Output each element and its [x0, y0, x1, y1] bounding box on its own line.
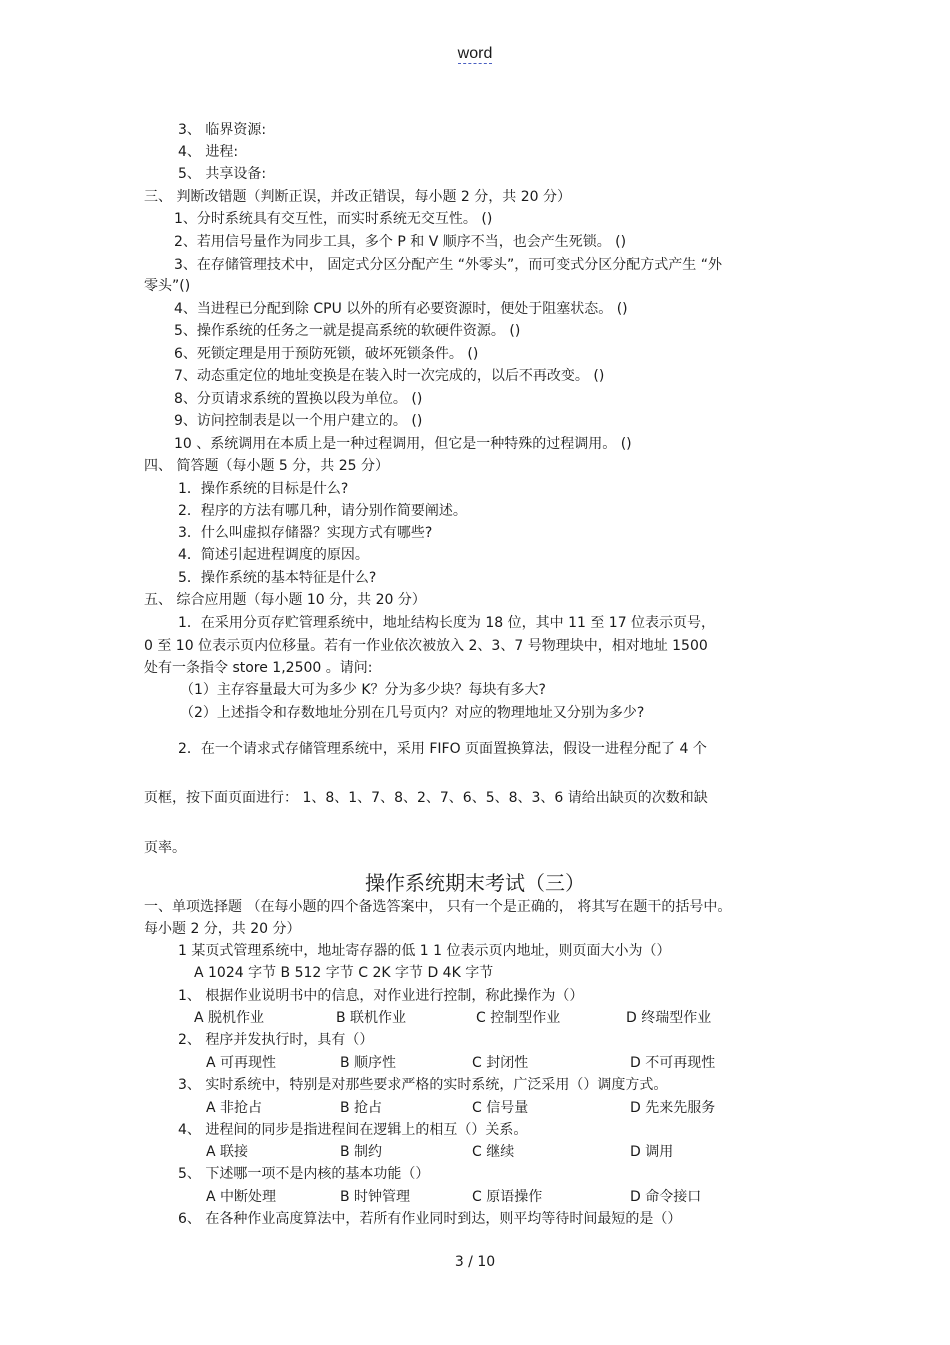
list-item: 4．简述引起进程调度的原因。	[178, 547, 369, 563]
list-item: 1、分时系统具有交互性，而实时系统无交互性。 ()	[174, 211, 493, 227]
question-stem: 4、 进程间的同步是指进程间在逻辑上的相互（）关系。	[178, 1122, 528, 1138]
option-d: D 终瑞型作业	[626, 1010, 712, 1026]
page-header	[0, 44, 950, 64]
question-line: 2．在一个请求式存储管理系统中，采用 FIFO 页面置换算法，假设一进程分配了 4 个	[178, 741, 707, 757]
option-c: C 控制型作业	[476, 1010, 561, 1026]
section-heading: 三、 判断改错题（判断正误，并改正错误，每小题 2 分，共 20 分）	[144, 189, 571, 205]
list-item: 7、动态重定位的地址变换是在装入时一次完成的，以后不再改变。 ()	[174, 368, 605, 384]
section-heading-continuation: 每小题 2 分，共 20 分）	[144, 921, 301, 937]
list-item: 3．什么叫虚拟存储器？实现方式有哪些?	[178, 525, 433, 541]
question-line: 页框，按下面页面进行： 1、8、1、7、8、2、7、6、5、8、3、6 请给出缺页的次数和缺	[144, 790, 708, 806]
section-heading: 五、 综合应用题（每小题 10 分，共 20 分）	[144, 592, 426, 608]
question-stem: 5、 下述哪一项不是内核的基本功能（）	[178, 1166, 430, 1182]
list-item: 5、 共享设备:	[178, 166, 267, 182]
option-b: B 制约	[340, 1144, 383, 1160]
question-stem: 2、 程序并发执行时，具有（）	[178, 1032, 374, 1048]
option-d: D 先来先服务	[630, 1100, 716, 1116]
option-d: D 调用	[630, 1144, 674, 1160]
option-b: B 顺序性	[340, 1055, 397, 1071]
question-line: 页率。	[144, 840, 186, 856]
question-stem: 3、 实时系统中，特别是对那些要求严格的实时系统，广泛采用（）调度方式。	[178, 1077, 668, 1093]
sub-question: （1）主存容量最大可为多少 K？分为多少块？每块有多大?	[180, 682, 546, 698]
header-text: word	[457, 45, 493, 62]
section-heading: 四、 简答题（每小题 5 分，共 25 分）	[144, 458, 389, 474]
option-c: C 继续	[472, 1144, 515, 1160]
list-item: 5．操作系统的基本特征是什么?	[178, 570, 377, 586]
exam-title: 操作系统期末考试（三）	[365, 871, 585, 895]
section-heading: 一、单项选择题 （在每小题的四个备选答案中， 只有一个是正确的， 将其写在题干的括号中。	[144, 899, 732, 915]
option-a: A 可再现性	[206, 1055, 277, 1071]
page-number: 3 / 10	[454, 1254, 496, 1270]
option-a: A 非抢占	[206, 1100, 263, 1116]
list-item: 4、当进程已分配到除 CPU 以外的所有必要资源时，便处于阻塞状态。 ()	[174, 301, 628, 317]
option-a: A 联接	[206, 1144, 249, 1160]
list-item: 3、 临界资源:	[178, 122, 267, 138]
option-c: C 信号量	[472, 1100, 529, 1116]
list-item: 2、若用信号量作为同步工具，多个 P 和 V 顺序不当，也会产生死锁。 ()	[174, 234, 627, 250]
sub-question: （2）上述指令和存数地址分别在几号页内？对应的物理地址又分别为多少?	[180, 705, 645, 721]
list-item: 5、操作系统的任务之一就是提高系统的软硬件资源。 ()	[174, 323, 521, 339]
option-b: B 联机作业	[336, 1010, 407, 1026]
list-item: 2．程序的方法有哪几种，请分别作简要阐述。	[178, 503, 467, 519]
option-d: D 命令接口	[630, 1189, 702, 1205]
list-item: 8、分页请求系统的置换以段为单位。 ()	[174, 391, 423, 407]
option-a: A 中断处理	[206, 1189, 277, 1205]
option-d: D 不可再现性	[630, 1055, 716, 1071]
question-stem: 1 某页式管理系统中，地址寄存器的低 1 1 位表示页内地址，则页面大小为（）	[178, 943, 671, 959]
question-stem: 6、 在各种作业高度算法中，若所有作业同时到达，则平均等待时间最短的是（）	[178, 1211, 682, 1227]
question-line: 1．在采用分页存贮管理系统中，地址结构长度为 18 位，其中 11 至 17 位表示页号，	[178, 615, 716, 631]
option-b: B 时钟管理	[340, 1189, 411, 1205]
option-c: C 封闭性	[472, 1055, 529, 1071]
list-item: 1．操作系统的目标是什么?	[178, 481, 349, 497]
option-c: C 原语操作	[472, 1189, 543, 1205]
option-b: B 抢占	[340, 1100, 383, 1116]
question-line: 处有一条指令 store 1,2500 。请问:	[144, 660, 373, 676]
list-item: 4、 进程:	[178, 144, 239, 160]
list-item: 6、死锁定理是用于预防死锁，破坏死锁条件。 ()	[174, 346, 479, 362]
question-stem: 1、 根据作业说明书中的信息，对作业进行控制，称此操作为（）	[178, 988, 584, 1004]
list-item-continuation: 零头”()	[144, 278, 191, 294]
list-item: 9、访问控制表是以一个用户建立的。 ()	[174, 413, 423, 429]
list-item: 10 、系统调用在本质上是一种过程调用，但它是一种特殊的过程调用。 ()	[174, 436, 632, 452]
list-item: 3、在存储管理技术中， 固定式分区分配产生 “外零头”，而可变式分区分配方式产生 “外	[174, 257, 723, 273]
question-options: A 1024 字节 B 512 字节 C 2K 字节 D 4K 字节	[194, 965, 494, 981]
question-line: 0 至 10 位表示页内位移量。若有一作业依次被放入 2、3、7 号物理块中，相对地址 1500	[144, 638, 708, 654]
option-a: A 脱机作业	[194, 1010, 265, 1026]
